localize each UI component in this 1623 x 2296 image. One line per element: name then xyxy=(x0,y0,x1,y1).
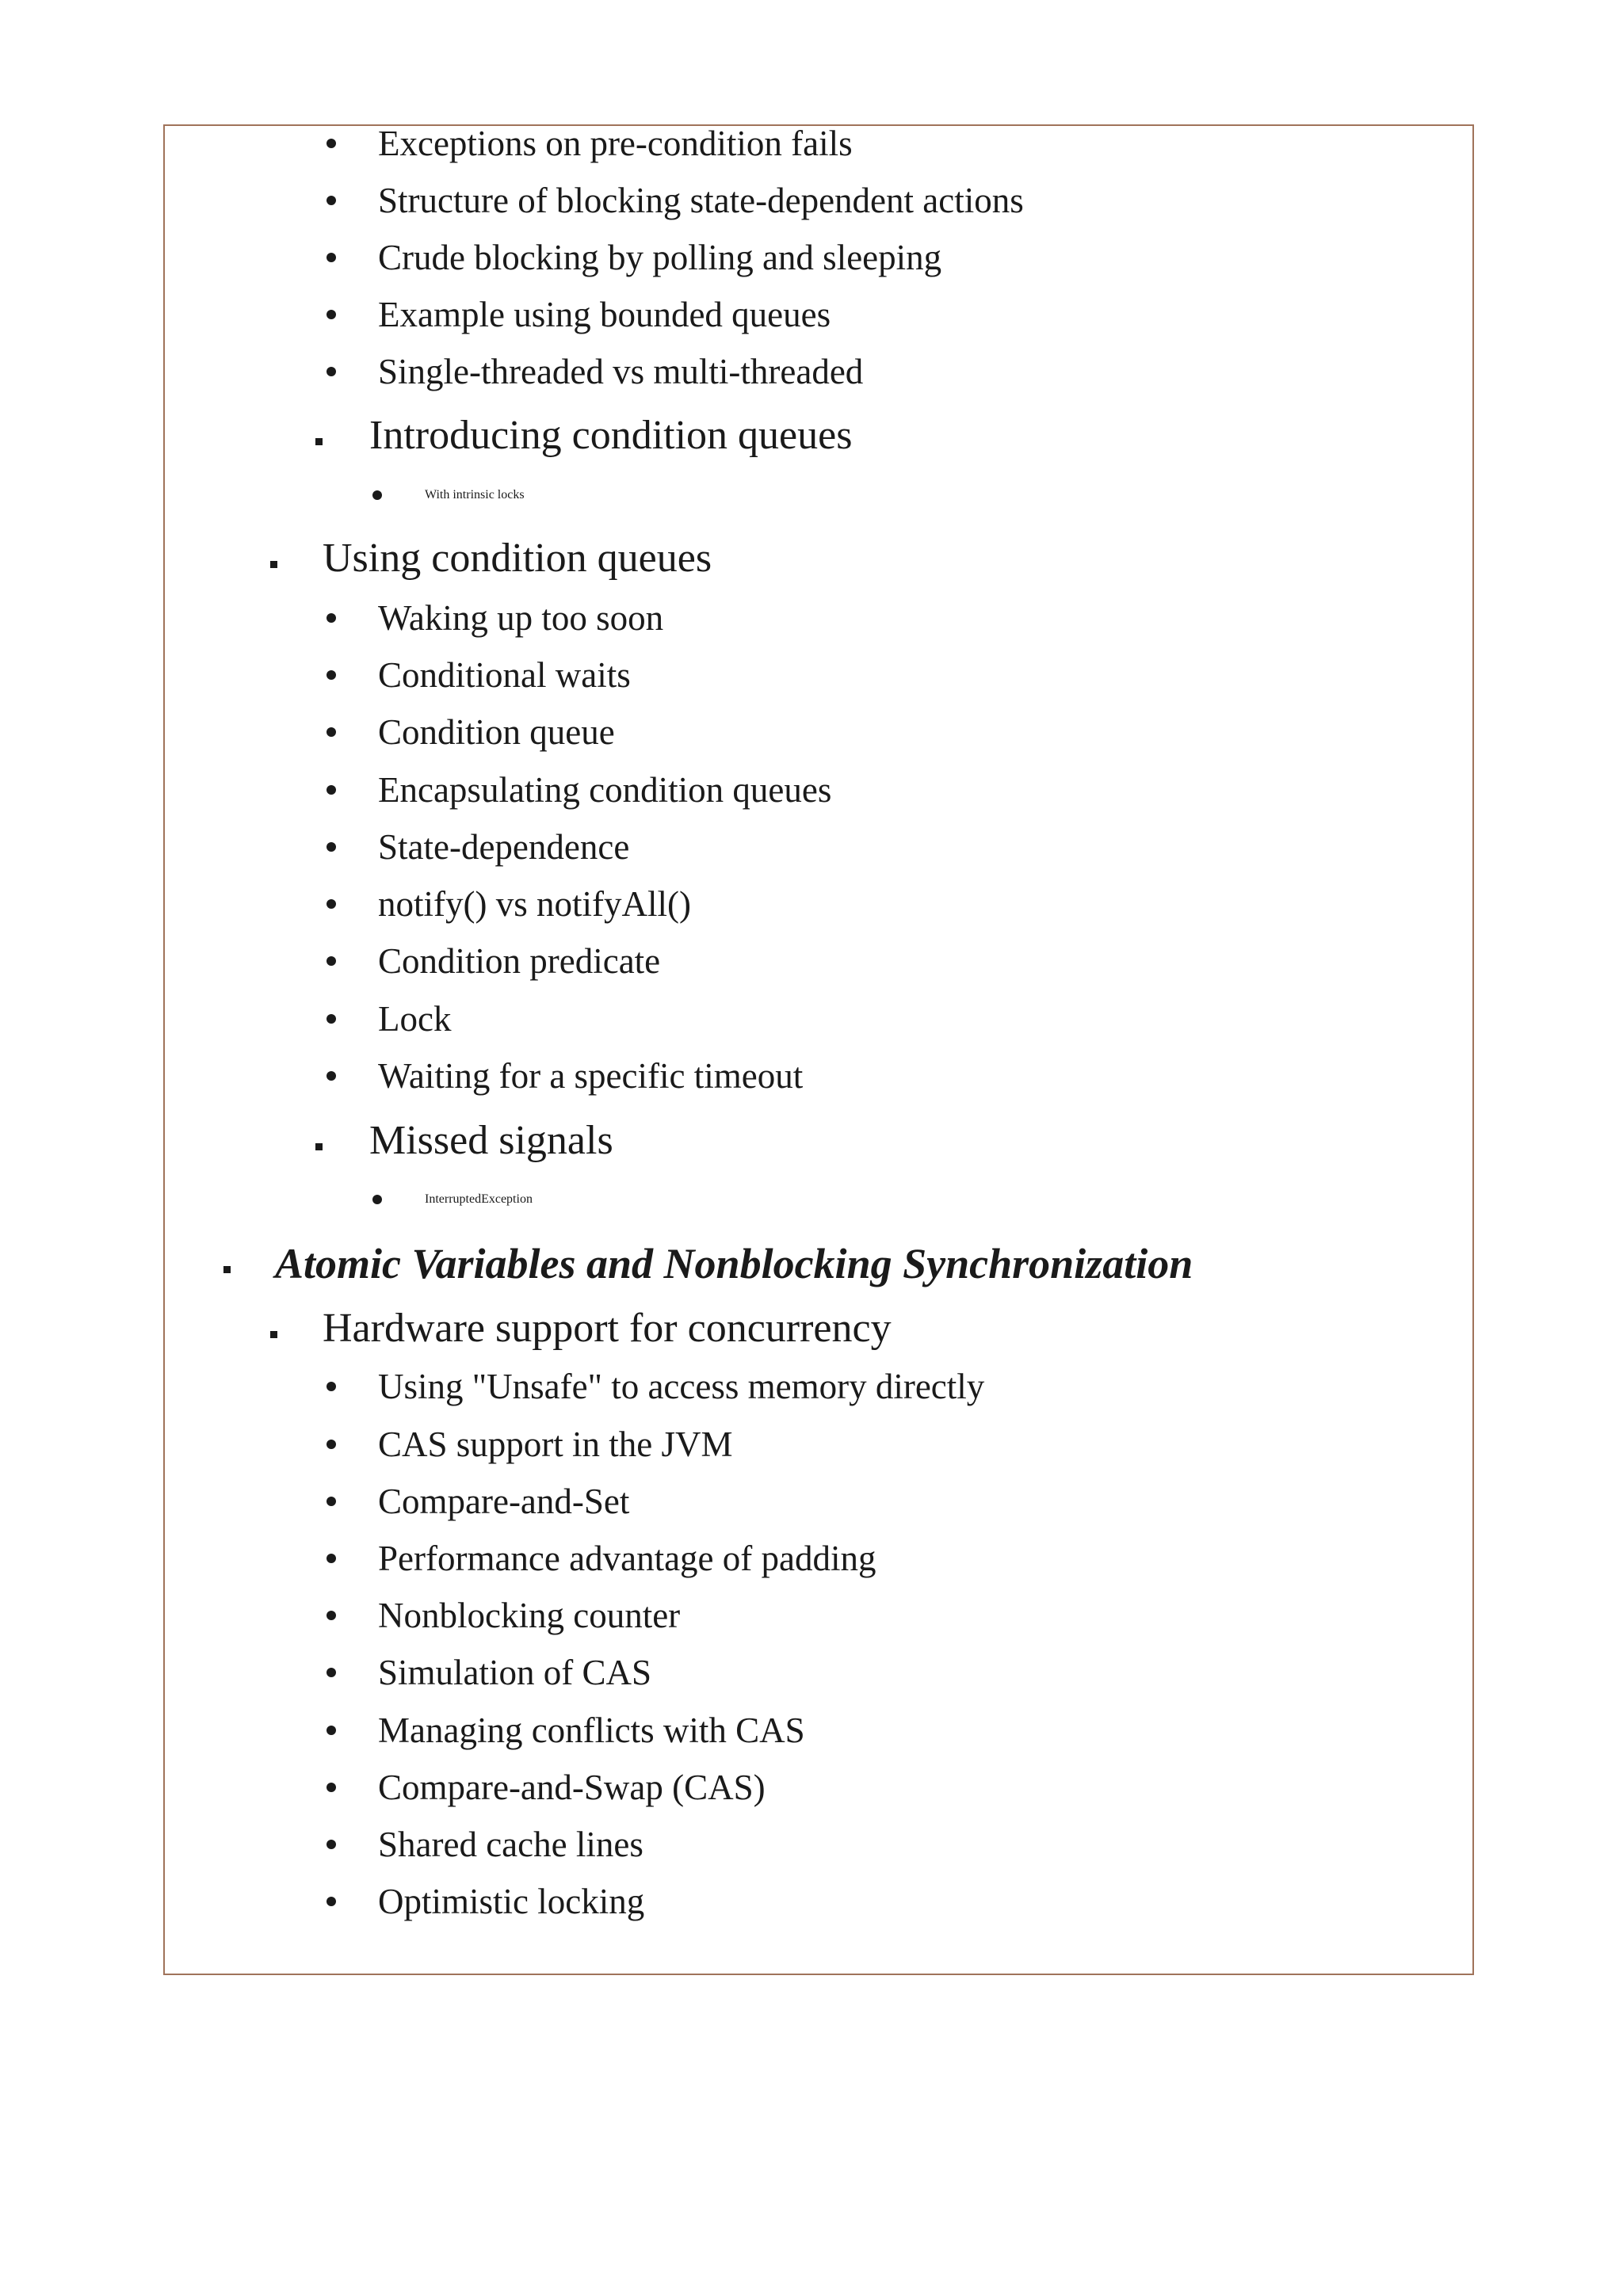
bullet-icon xyxy=(327,1382,336,1391)
outline-item-text: Shared cache lines xyxy=(378,1824,643,1864)
outline-item-text: Compare-and-Swap (CAS) xyxy=(378,1767,766,1807)
bullet-icon xyxy=(327,1840,336,1849)
outline-item-text: InterruptedException xyxy=(425,1192,533,1206)
outline-item xyxy=(223,1232,1193,1295)
outline-item xyxy=(327,758,831,822)
outline-item-text: With intrinsic locks xyxy=(425,488,525,502)
outline-item xyxy=(327,643,631,707)
square-bullet-icon xyxy=(315,1143,323,1150)
outline-item-text: Example using bounded queues xyxy=(378,294,831,334)
outline-item-text: Waking up too soon xyxy=(378,597,664,638)
bullet-icon xyxy=(327,1014,336,1024)
outline-item-text: Crude blocking by polling and sleeping xyxy=(378,237,942,277)
outline-item-text: Using condition queues xyxy=(323,536,712,581)
bullet-icon xyxy=(327,1071,336,1081)
outline-item-text: Condition queue xyxy=(378,711,615,752)
outline-item xyxy=(327,340,863,403)
outline-item-text: Atomic Variables and Nonblocking Synchronization xyxy=(275,1240,1193,1287)
bullet-icon xyxy=(372,490,382,500)
outline-item xyxy=(315,404,852,467)
square-bullet-icon xyxy=(270,561,277,568)
outline-item-text: Introducing condition queues xyxy=(369,413,853,458)
outline-item xyxy=(327,169,1024,232)
bullet-icon xyxy=(327,613,336,623)
outline-item xyxy=(327,1584,680,1647)
bullet-icon xyxy=(327,1497,336,1506)
outline-item xyxy=(372,1168,533,1231)
outline-item xyxy=(327,872,691,936)
square-bullet-icon xyxy=(315,438,323,445)
outline-item xyxy=(327,1044,803,1108)
outline-item xyxy=(327,586,663,650)
outline-item-text: Waiting for a specific timeout xyxy=(378,1055,804,1096)
outline-item xyxy=(270,527,712,590)
bullet-icon xyxy=(327,1440,336,1449)
outline-item-text: Optimistic locking xyxy=(378,1881,645,1921)
bullet-icon xyxy=(372,1195,382,1204)
square-bullet-icon xyxy=(223,1266,231,1273)
outline-item-text: State-dependence xyxy=(378,826,630,867)
bullet-icon xyxy=(327,1897,336,1906)
square-bullet-icon xyxy=(270,1331,277,1338)
outline-item xyxy=(315,1109,613,1173)
outline-item xyxy=(327,1870,644,1933)
outline-item-text: Conditional waits xyxy=(378,654,631,695)
outline-item-text: Nonblocking counter xyxy=(378,1595,681,1635)
outline-item xyxy=(327,1699,805,1762)
bullet-icon xyxy=(327,785,336,795)
outline-item xyxy=(327,283,831,346)
bullet-icon xyxy=(327,1554,336,1563)
outline-item xyxy=(270,1297,892,1360)
outline-item xyxy=(327,1641,651,1704)
outline-item xyxy=(327,1527,876,1590)
outline-item xyxy=(327,815,629,879)
outline-item-text: Exceptions on pre-condition fails xyxy=(378,123,853,163)
outline-item xyxy=(327,1413,733,1476)
outline-item xyxy=(327,700,615,764)
bullet-icon xyxy=(327,1668,336,1677)
outline-item-text: Hardware support for concurrency xyxy=(323,1306,892,1351)
bullet-icon xyxy=(327,899,336,909)
outline-item-text: Condition predicate xyxy=(378,940,661,981)
outline-item xyxy=(327,1756,766,1819)
outline-item-text: Compare-and-Set xyxy=(378,1481,630,1521)
bullet-icon xyxy=(327,1611,336,1620)
bullet-icon xyxy=(327,139,336,148)
bullet-icon xyxy=(327,956,336,966)
bullet-icon xyxy=(327,367,336,376)
outline-item xyxy=(327,929,660,993)
outline-item-text: Using "Unsafe" to access memory directly xyxy=(378,1366,985,1406)
bullet-icon xyxy=(327,1726,336,1735)
outline-item-text: Lock xyxy=(378,998,452,1039)
outline-item-text: Encapsulating condition queues xyxy=(378,769,832,810)
bullet-icon xyxy=(327,670,336,680)
outline-item-text: Missed signals xyxy=(369,1118,613,1163)
outline-item xyxy=(327,1355,984,1418)
outline-item-text: Performance advantage of padding xyxy=(378,1538,876,1578)
outline-item-text: CAS support in the JVM xyxy=(378,1424,733,1464)
outline-item xyxy=(327,226,941,289)
outline-item xyxy=(327,112,853,175)
outline-item xyxy=(327,1470,629,1533)
bullet-icon xyxy=(327,310,336,319)
bullet-icon xyxy=(327,727,336,737)
bullet-icon xyxy=(327,1783,336,1792)
outline-item-text: notify() vs notifyAll() xyxy=(378,883,691,924)
outline-item-text: Single-threaded vs multi-threaded xyxy=(378,351,864,391)
outline-item xyxy=(327,1813,643,1876)
outline-item xyxy=(327,987,451,1051)
bullet-icon xyxy=(327,253,336,262)
outline-item-text: Simulation of CAS xyxy=(378,1652,652,1692)
bullet-icon xyxy=(327,196,336,205)
outline-item-text: Managing conflicts with CAS xyxy=(378,1710,805,1750)
outline-item-text: Structure of blocking state-dependent actions xyxy=(378,180,1024,220)
bullet-icon xyxy=(327,842,336,852)
outline-item xyxy=(372,463,525,527)
